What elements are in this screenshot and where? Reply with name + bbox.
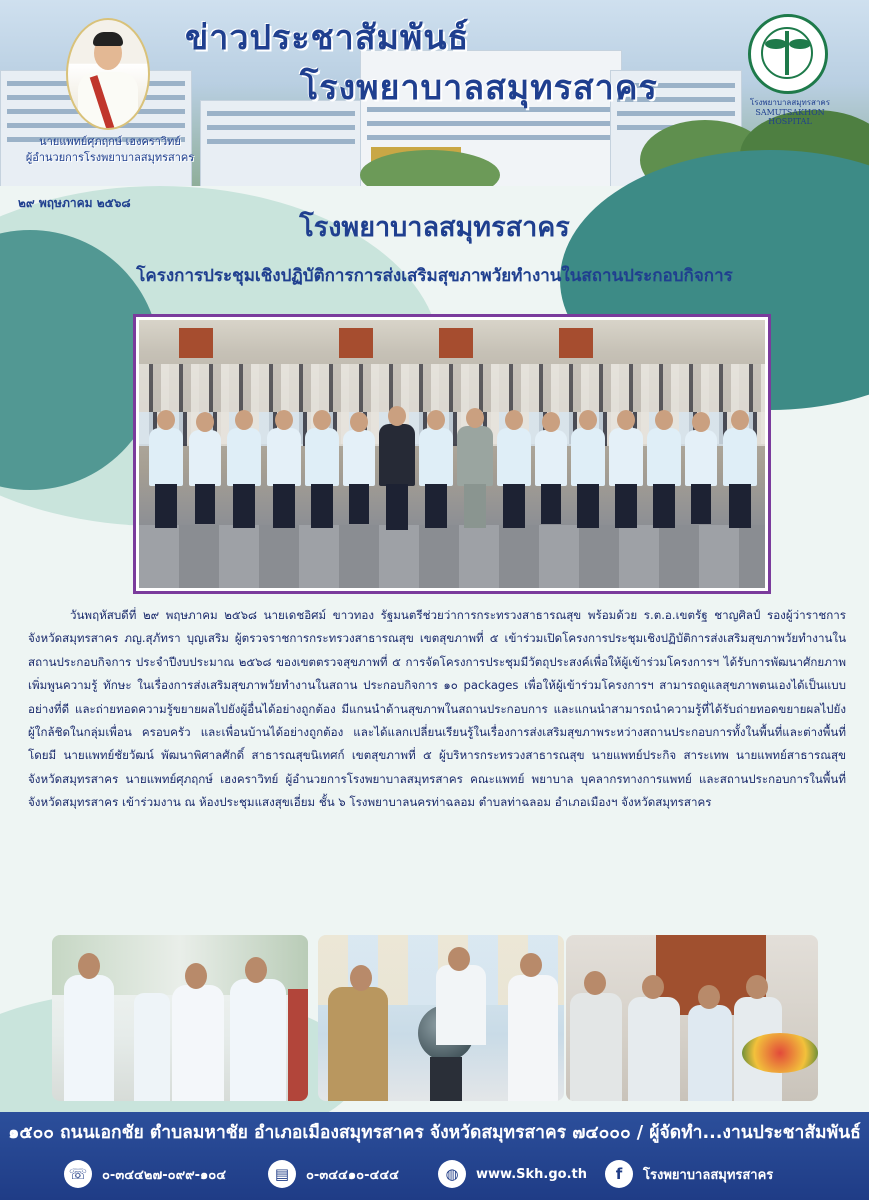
globe-icon: ◍ (438, 1160, 466, 1188)
facebook-link[interactable]: โรงพยาบาลสมุทรสาคร (643, 1167, 774, 1183)
contact-facebook[interactable] (605, 1160, 773, 1188)
fax-number: ๐-๓๔๔๑๐-๔๔๔ (306, 1167, 399, 1183)
article-subheading: โครงการประชุมเชิงปฏิบัติการการส่งเสริมสุขภาพวัยทำงานในสถานประกอบกิจการ (136, 266, 733, 286)
director-portrait (66, 18, 150, 130)
event-photo-2 (318, 935, 564, 1101)
event-photo-1 (52, 935, 308, 1101)
ministry-seal-icon (748, 14, 828, 94)
website-link[interactable]: www.Skh.go.th (476, 1166, 587, 1182)
phone-number: ๐-๓๔๔๒๗-๐๙๙-๑๐๔ (102, 1167, 227, 1183)
phone-icon: ☏ (64, 1160, 92, 1188)
footer-address: ๑๕๐๐ ถนนเอกชัย ตำบลมหาชัย อำเภอเมืองสมุทรสาคร จังหวัดสมุทรสาคร ๗๔๐๐๐ / ผู้จัดทำ...งานประชาสัมพันธ์ (8, 1123, 861, 1143)
facebook-icon: f (605, 1160, 633, 1188)
article-body-text: วันพฤหัสบดีที่ ๒๙ พฤษภาคม ๒๕๖๘ นายเดชอิศม์ ขาวทอง รัฐมนตรีช่วยว่าการกระทรวงสาธารณสุข พร้อมด้วย ร.ต.อ.เขตรัฐ ชาญศิลป์ รองผู้ว่าราชการจังหวัดสมุทรสาคร ภญ.สุภัทรา บุญเสริม ผู้ตรวจราชการกระทรวงสาธารณสุข เขตสุขภาพที่ ๕ เข้าร่วมเปิดโครงการประชุมเชิงปฏิบัติการส่งเสริมสุขภาพวัยทำงานในสถานประกอบกิจการ ประจำปีงบประมาณ ๒๕๖๘ ของเขตตรวจสุขภาพที่ ๕ การจัดโครงการประชุมมีวัตถุประสงค์เพื่อให้ผู้เข้าร่วมโครงการฯ ได้รับการพัฒนาศักยภาพ เพิ่มพูนความรู้ ทักษะ ในเรื่องการส่งเสริมสุขภาพวัยทำงานในสถาน ประกอบกิจการ ๑๐ packages เพื่อให้ผู้เข้าร่วมโครงการฯ สามารถดูแลสุขภาพตนเองได้เป็นแบบอย่างที่ดี และถ่ายทอดความรู้ขยายผลไปยังผู้อื่นได้อย่างถูกต้อง มีแกนนำด้านสุขภาพในสถานประกอบการ และแกนนำสามารถนำความรู้ที่ได้รับถ่ายทอดขยายผลไปยังผู้ใกล้ชิดในกลุ่มเพื่อน ครอบครัว และเพื่อนบ้านได้อย่างถูกต้อง และได้แลกเปลี่ยนเรียนรู้ในเรื่องการส่งเสริมสุขภาพระหว่างสถานประกอบการทั้งในพื้นที่และต่างพื้นที่ โดยมี นายแพทย์ชัยวัฒน์ พัฒนาพิศาลศักดิ์ สาธารณสุขนิเทศก์ เขตสุขภาพที่ ๕ ผู้บริหารกระทรวงสาธารณสุข นายแพทย์ประกิจ สาระเทพ นายแพทย์สาธารณสุขจังหวัดสมุทรสาคร นายแพทย์ศุภฤกษ์ เฮงคราวิทย์ ผู้อำนวยการโรงพยาบาลสมุทรสาคร คณะแพทย์ พยาบาล บุคลากรทางการแพทย์ และสถานประกอบการในพื้นที่จังหวัดสมุทรสาคร เข้าร่วมงาน ณ ห้องประชุมแสงสุขเอี่ยม ชั้น ๖ โรงพยาบาลนครท่าฉลอม ตำบลท่าฉลอม อำเภอเมืองฯ จังหวัดสมุทรสาคร (28, 608, 846, 810)
contact-fax (268, 1160, 399, 1188)
article-heading: โรงพยาบาลสมุทรสาคร (299, 212, 570, 243)
hospital-name-th: โรงพยาบาลสมุทรสาคร (749, 98, 831, 107)
event-photo-3 (566, 935, 818, 1101)
printer-icon: ▤ (268, 1160, 296, 1188)
director-title: ผู้อำนวยการโรงพยาบาลสมุทรสาคร (25, 151, 195, 164)
contact-website[interactable] (438, 1160, 587, 1188)
group-photo (133, 314, 771, 594)
contact-phone (64, 1160, 226, 1188)
header-title: ข่าวประชาสัมพันธ์ (185, 18, 470, 58)
article-date: ๒๙ พฤษภาคม ๒๕๖๘ (18, 196, 131, 210)
hospital-name-en: SAMUTSAKHON HOSPITAL (755, 108, 825, 126)
director-name: นายแพทย์ศุภฤกษ์ เฮงคราวิทย์ (39, 135, 181, 148)
director-caption (10, 134, 210, 166)
header-subtitle: โรงพยาบาลสมุทรสาคร (300, 68, 658, 108)
article-body (28, 604, 846, 815)
